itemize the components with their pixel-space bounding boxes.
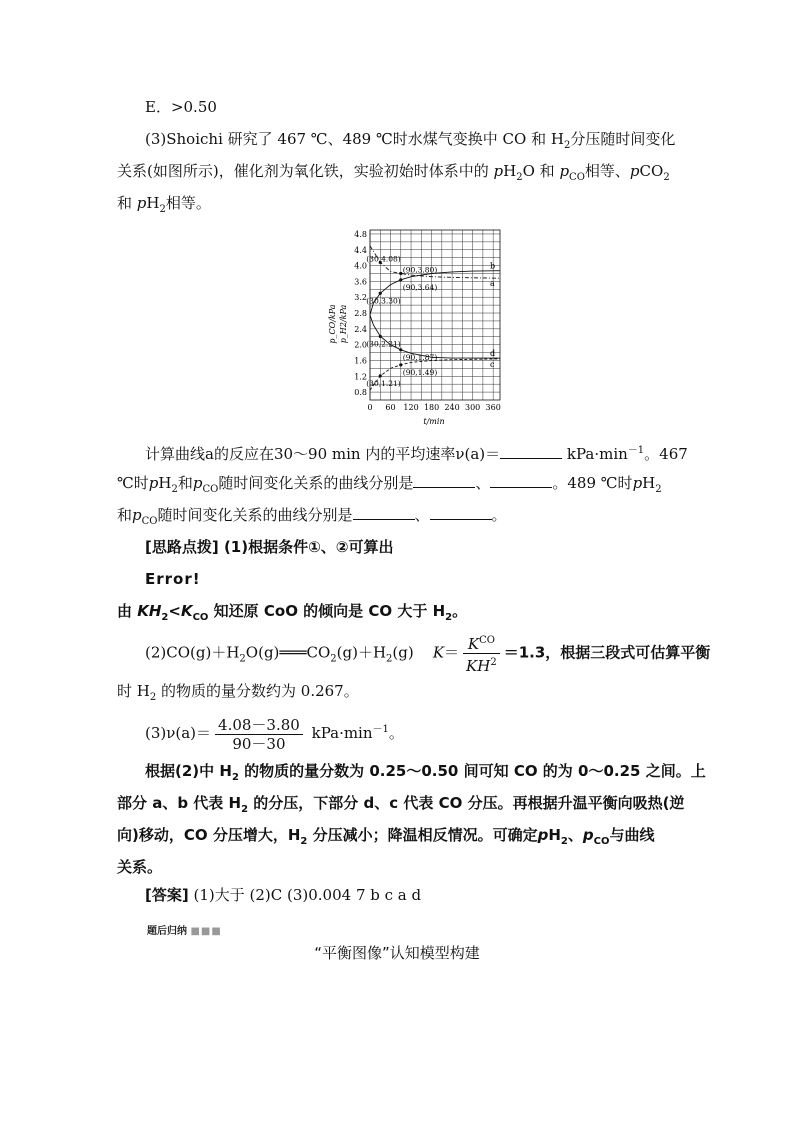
y-tick-label: 2.0 — [354, 340, 367, 350]
x-tick-label: 360 — [485, 403, 501, 412]
x-axis-label: t/min — [423, 417, 445, 426]
x-tick-label: 120 — [403, 403, 419, 412]
data-point-label: (90,3.80) — [402, 265, 438, 275]
reason-line-3: 向)移动，CO 分压增大，$H_2$ 分压减小；降温相反情况。可确定$pH_2$、$p_{CO}$与曲线 — [117, 826, 655, 847]
problem-3-line-3: 和 $pH_2$相等。 — [117, 194, 211, 215]
problem-3-line-1: (3)Shoichi 研究了 467 ℃、489 ℃时水煤气变换中 CO 和 $H_2$分压随时间变化 — [145, 130, 676, 151]
data-point — [379, 335, 382, 338]
answer-blank-1[interactable] — [500, 444, 562, 459]
reason-line-4: 关系。 — [117, 858, 163, 876]
question-line-1: 计算曲线a的反应在30～90 min 内的平均速率$\nu(a)= kPa\cdot\min^{-1}$。467 — [145, 445, 688, 463]
equation-line-2: 时 $H_2$ 的物质的量分数约为 0.267。 — [117, 682, 359, 703]
series-line-b — [370, 271, 500, 315]
y-axis-label-top: p_CO/kPa — [328, 304, 337, 344]
series-label-d: d — [490, 349, 496, 359]
y-tick-label: 2.8 — [354, 309, 367, 319]
answer-blank-2[interactable] — [413, 473, 475, 488]
data-point-label: (30,3.30) — [366, 296, 401, 306]
x-tick-label: 240 — [444, 403, 460, 412]
answer-blank-4[interactable] — [353, 505, 415, 520]
hint-heading: [思路点拨] (1)根据条件①、②可算出 — [145, 538, 394, 556]
data-point — [399, 348, 402, 351]
y-tick-label: 2.4 — [354, 324, 367, 334]
nu-symbol-2: ν — [166, 724, 176, 742]
series-label-b: b — [490, 261, 496, 271]
data-point — [399, 278, 402, 281]
question-line-3: 和$p_{CO}$随时间变化关系的曲线分别是 、 。 — [117, 506, 507, 527]
series-label-c: c — [490, 359, 495, 369]
data-point — [399, 363, 402, 366]
data-point-label: (90,3.64) — [402, 282, 438, 292]
rate-fraction: $\frac{4.08-3.80}{90-30}$ — [215, 716, 303, 753]
x-tick-label: 0 — [367, 403, 373, 412]
summary-tag: 题后归纳 ■■■ — [147, 926, 222, 937]
option-e: E．>0.50 — [145, 98, 217, 116]
k-fraction: $\frac{K^{CO}}{KH^2}$ — [463, 632, 500, 675]
section-heading: “平衡图像”认知模型构建 — [314, 944, 480, 962]
y-tick-label: 4.0 — [354, 261, 367, 271]
problem-3-line-2: 关系(如图所示)，催化剂为氧化铁，实验初始时体系中的 $pH_2O$ 和 $p_{CO}$相等、pCO$_2$ — [117, 162, 670, 183]
y-tick-label: 0.8 — [354, 388, 367, 398]
answer-blank-5[interactable] — [430, 505, 492, 520]
series-label-a: a — [490, 279, 495, 289]
data-point-label: (90,1.87) — [402, 352, 438, 362]
partial-pressure-chart — [326, 222, 506, 432]
y-tick-label: 3.2 — [354, 293, 367, 303]
question-line-2: ℃时$pH_2$和$p_{CO}$随时间变化关系的曲线分别是 、 。489 ℃时$pH_2$ — [117, 474, 662, 495]
hint-k-compare: 由 $KH_2<K_{CO}$ 知还原 CoO 的倾向是 CO 大于 $H_2$。 — [117, 602, 468, 623]
reason-line-2: 部分 a、b 代表 $H_2$ 的分压，下部分 d、c 代表 CO 分压。再根据升温平衡向吸热(逆 — [117, 794, 685, 815]
y-tick-label: 4.4 — [354, 245, 367, 255]
data-point-label: (30,4.08) — [366, 254, 401, 264]
y-tick-label: 1.2 — [354, 372, 367, 382]
data-point-label: (30,1.21) — [366, 378, 401, 388]
rate-calc-line: (3)ν(a)＝ $\frac{4.08-3.80}{90-30}$ $kPa\cdot\min^{-1}$。 — [145, 715, 404, 753]
nu-symbol: ν — [455, 445, 465, 463]
data-point-label: (90,1.49) — [402, 367, 438, 377]
error-text: Error! — [145, 570, 201, 588]
data-point-label: (30,2.21) — [366, 339, 401, 349]
x-tick-label: 60 — [385, 403, 396, 412]
data-point — [379, 374, 382, 377]
y-axis-label-bottom: p_H2/kPa — [339, 304, 348, 344]
answer-blank-3[interactable] — [490, 473, 552, 488]
reason-line-1: 根据(2)中 $H_2$ 的物质的量分数为 0.25～0.50 间可知 CO 的为 0～0.25 之间。上 — [145, 762, 706, 783]
x-tick-label: 300 — [464, 403, 481, 412]
answer-line: [答案] (1)大于 (2)C (3)0.004 7 b c a d — [145, 886, 422, 904]
y-tick-label: 3.6 — [354, 277, 367, 287]
y-tick-label: 1.6 — [354, 356, 367, 366]
y-tick-label: 4.8 — [354, 229, 367, 239]
x-tick-label: 180 — [423, 403, 440, 412]
data-point — [379, 292, 382, 295]
equation-line: $(2)CO(g)+H_2O(g)═══CO_2(g)+H_2(g)$ K＝ $\frac{K^{CO}}{KH^2}$ ＝1.3，根据三段式可估算平衡 — [145, 632, 710, 672]
